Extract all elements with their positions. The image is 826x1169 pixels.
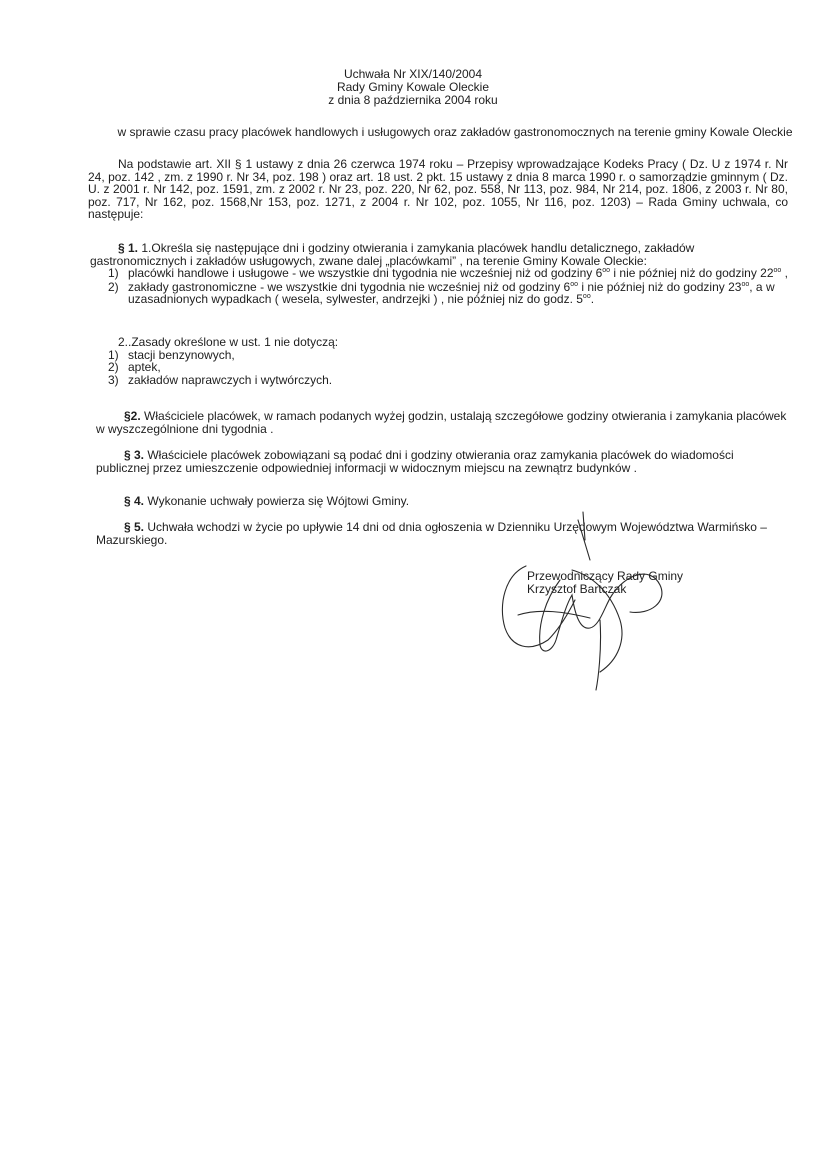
list-item-text: i nie później niż do godziny 22: [610, 266, 774, 280]
list-item-number: 1): [108, 347, 119, 362]
section-3-label: § 3.: [124, 448, 145, 462]
superscript: oo: [773, 267, 782, 274]
section-1-text: 1.Określa się następujące dni i godziny otwierania i zamykania placówek handlu detalicznego, zakładów gastronomicznych i zakładów usługowych, zwane dalej „placówkami” , na terenie Gminy Kowale Oleckie:: [90, 241, 695, 268]
list-item-text: placówki handlowe i usługowe - we wszystkie dni tygodnia nie wcześniej niż od godziny 6: [128, 266, 603, 280]
list-item-text: ,: [781, 266, 788, 280]
list-item-text: zakłady gastronomiczne - we wszystkie dni tygodnia nie wcześniej niż od godziny 6: [128, 279, 571, 294]
list-item-number: 2): [108, 279, 119, 294]
section-1-label: § 1.: [118, 241, 139, 255]
signatory-title: Przewodniczący Rady Gminy: [527, 569, 684, 583]
section-3-text: Właściciele placówek zobowiązani są podać dni i godziny otwierania oraz zamykania placówek do wiadomości publicznej przez umieszczenie odpowiedniej informacji w widocznym miejscu na zewnątrz budynków .: [96, 448, 734, 475]
list-item-text: , a w uzasadnionych wypadkach ( wesela, sylwester, andrzejki ) , nie później niz do godz. 5: [128, 279, 775, 306]
resolution-subject: w sprawie czasu pracy placówek handlowych i usługowych oraz zakładów gastronomocznych na terenie gminy Kowale Oleckie: [117, 125, 793, 139]
section-5-text: Uchwała wchodzi w życie po upływie 14 dni od dnia ogłoszenia w Dzienniku Urzędowym Województwa Warmińsko – Mazurskiego.: [96, 520, 767, 547]
superscript: oo: [570, 280, 579, 288]
signatory-name: Krzysztof Bartczak: [527, 582, 627, 596]
resolution-date: z dnia 8 października 2004 roku: [328, 93, 498, 107]
list-item-text: zakładów naprawczych i wytwórczych.: [128, 372, 333, 387]
list-item-number: 1): [108, 266, 119, 280]
exemptions-lead: 2..Zasady określone w ust. 1 nie dotyczą:: [118, 335, 339, 349]
superscript: oo: [741, 280, 750, 288]
section-2-text: Właściciele placówek, w ramach podanych wyżej godzin, ustalają szczegółowe godziny otwierania i zamykania placówek w wyszczególnione dni tygodnia .: [96, 409, 787, 436]
signature-block: [527, 570, 683, 596]
list-item-text: stacji benzynowych,: [128, 347, 235, 362]
section-2-label: §2.: [124, 409, 141, 423]
list-item-number: 2): [108, 360, 119, 374]
list-item-text: .: [590, 292, 595, 306]
section-4-text: Wykonanie uchwały powierza się Wójtowi Gminy.: [144, 494, 410, 508]
section-4-label: § 4.: [124, 494, 145, 508]
list-item-text: i nie później niż do godziny 23: [578, 279, 742, 294]
section-5-label: § 5.: [124, 520, 145, 534]
list-item-number: 3): [108, 372, 119, 387]
superscript: oo: [582, 293, 591, 300]
list-item-text: aptek,: [128, 360, 161, 374]
legal-basis-text: Na podstawie art. XII § 1 ustawy z dnia 26 czerwca 1974 roku – Przepisy wprowadzające Kodeks Pracy ( Dz. U z 1974 r. Nr 24, poz. 142 , zm. z 1990 r. Nr 34, poz. 198 ) oraz art. 18 ust. 2 pkt. 15 ustawy z dnia 8 marca 1990 r. o samorządzie gminnym ( Dz. U. z 2001 r. Nr 142, poz. 1591, zm. z 2002 r. Nr 23, poz. 220, Nr 62, poz. 558, Nr 113, poz. 984, Nr 214, poz. 1806, z 2003 r. Nr 80, poz. 717, Nr 162, poz. 1568,Nr 153, poz. 1271, z 2004 r. Nr 102, poz. 1055, Nr 116, poz. 1203) – Rada Gminy uchwala, co następuje:: [88, 157, 788, 221]
council-name: Rady Gminy Kowale Oleckie: [336, 80, 490, 94]
superscript: oo: [602, 267, 611, 274]
resolution-number: Uchwała Nr XIX/140/2004: [343, 67, 483, 81]
